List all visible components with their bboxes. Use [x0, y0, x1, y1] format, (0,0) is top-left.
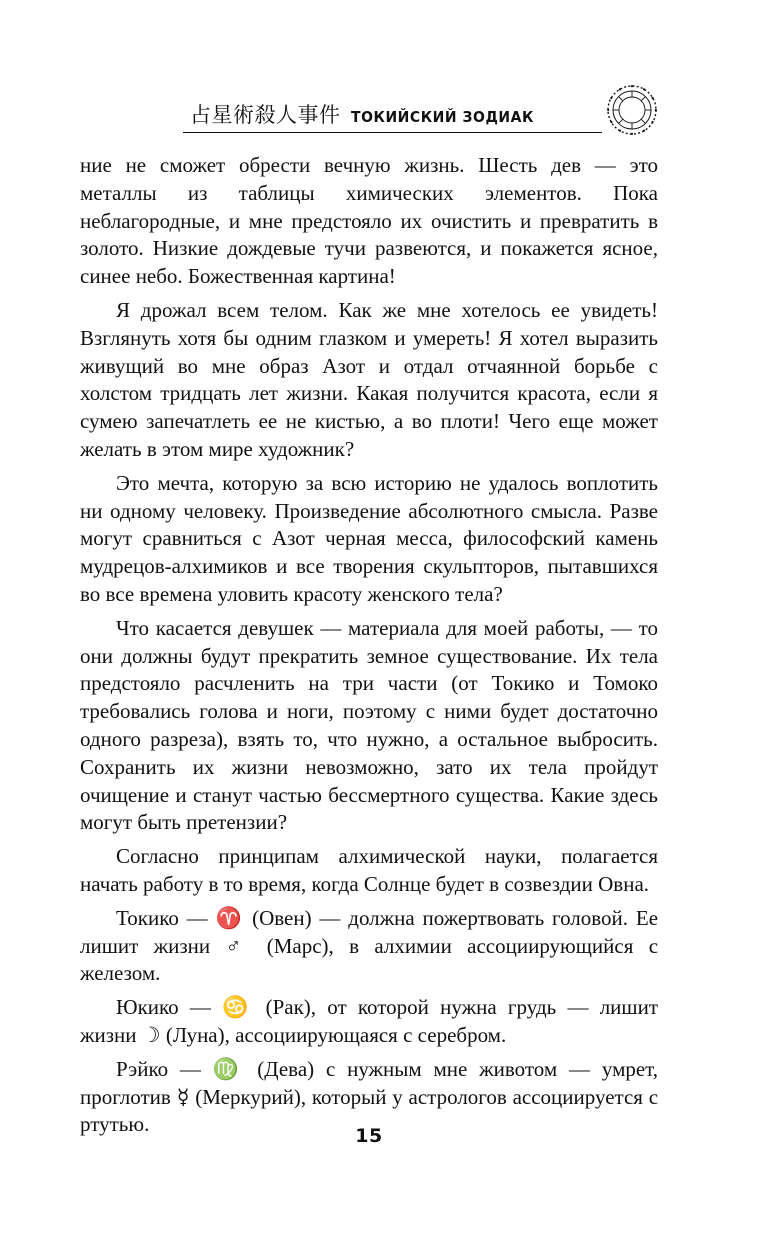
paragraph-text: (Луна), ассоциирующаяся с серебром. — [165, 1022, 507, 1047]
paragraph: Это мечта, которую за всю историю не удалось воплотить ни одному человеку. Произведение абсолютного смысла. Разве могут сравниться с Азот черная месса, философский камень мудрецов-алхимиков и все творения скульпторов, пытавшихся во все времена уловить красоту женского тела? — [80, 470, 658, 606]
running-header — [0, 0, 768, 140]
cancer-icon: ♋ — [222, 995, 255, 1020]
paragraph: Что касается девушек — материала для моей работы, — то они должны будут прекратить земное существование. Их тела предстояло расчленить на три части (от Токико и Томоко требовались голова и ноги, поэтому с ними будет достаточно одного разреза), взять то, что нужно, а остальное выбросить. Сохранить их жизни невозможно, зато их тела пройдут очищение и станут частью бессмертного существа. Какие здесь могут быть претензии? — [80, 615, 658, 835]
aries-icon: ♈ — [215, 905, 245, 930]
victim-name: Рэйко — [116, 1056, 169, 1081]
paragraph: Согласно принципам алхимической науки, полагается начать работу в то время, когда Солнце будет в созвездии Овна. — [80, 844, 658, 896]
paragraph-text: (Марс), в алхимии ассоциирующийся с железом. — [80, 933, 659, 986]
virgo-icon: ♍ — [212, 1056, 246, 1081]
body-text — [80, 152, 658, 1139]
running-title-japanese: 占星術殺人事件 — [190, 103, 341, 127]
zodiac-paragraph-reiko: Рэйко — ♍ (Дева) с нужным мне животом — умрет, проглотив ☿ (Меркурий), который у астрологов ассоциируется с ртутью. — [80, 1056, 659, 1137]
page-number: 15 — [355, 1125, 383, 1147]
moon-icon: ☽ — [141, 1022, 161, 1047]
mars-icon: ♂ — [225, 933, 252, 958]
running-title — [190, 102, 547, 130]
paragraph: Я дрожал всем телом. Как же мне хотелось ее увидеть! Взглянуть хотя бы одним глазком и умереть! Я хотел выразить живущий во мне образ Азот и отдал отчаянной борьбе с холстом тридцать лет жизни. Какая получится красота, если я сумею запечатлеть ее не кистью, а во плоти! Чего еще может желать в этом мире художник? — [80, 297, 658, 461]
sign-name: (Рак), от которой нужна грудь — [265, 995, 557, 1020]
zodiac-paragraph-tokiko: Токико — ♈ (Овен) — должна пожертвовать головой. Ее лишит жизни ♂ (Марс), в алхимии ассоциирующийся с железом. — [80, 905, 659, 986]
paragraph-text: умрет, проглотив — [80, 1056, 659, 1109]
victim-name: Токико — [116, 905, 179, 930]
sign-name: (Дева) с нужным мне животом — [257, 1056, 558, 1081]
paragraph-text: (Меркурий), который у астрологов ассоциируется с ртутью. — [80, 1084, 659, 1137]
victim-name: Юкико — [116, 995, 179, 1020]
zodiac-paragraph-yukiko: Юкико — ♋ (Рак), от которой нужна грудь — лишит жизни ☽ (Луна), ассоциирующаяся с серебром. — [80, 995, 659, 1047]
paragraph-text: должна пожертвовать головой. Ее лишит жизни — [80, 905, 659, 958]
running-title-russian: ТОКИЙСКИЙ ЗОДИАК — [350, 108, 534, 126]
paragraph: ние не сможет обрести вечную жизнь. Шесть дев — это металлы из таблицы химических элементов. Пока неблагородные, и мне предстояло их очистить и превратить в золото. Низкие дождевые тучи развеются, и покажется ясное, синее небо. Божественная картина! — [80, 153, 658, 289]
zodiac-wheel-icon — [606, 84, 658, 136]
mercury-icon: ☿ — [176, 1084, 190, 1109]
paragraph-text: лишит жизни — [80, 995, 659, 1047]
sign-name: (Овен) — [252, 905, 312, 930]
header-rule — [183, 132, 602, 133]
